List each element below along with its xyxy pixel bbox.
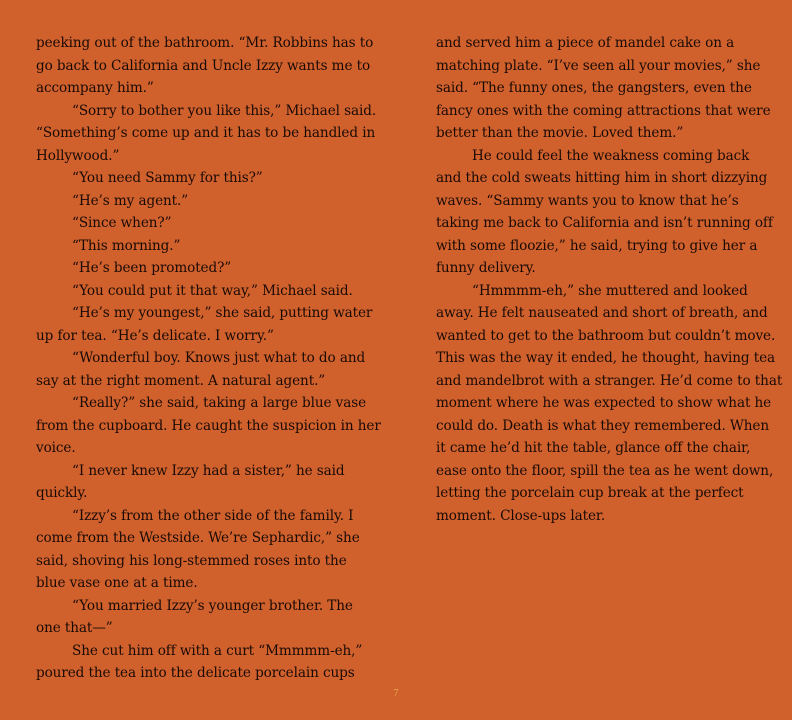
text-line: peeking out of the bathroom. “Mr. Robbins has to <box>36 35 374 51</box>
text-line: and served him a piece of mandel cake on a <box>436 35 735 51</box>
text-line: “Really?” she said, taking a large blue vase <box>72 395 367 411</box>
text-line: He could feel the weakness coming back <box>472 147 750 164</box>
text-line: “You could put it that way,” Michael said. <box>72 282 353 299</box>
text-line: away. He felt nauseated and short of breath, and <box>436 305 768 321</box>
text-line: “You married Izzy’s younger brother. The <box>72 597 353 614</box>
text-line: “This morning.” <box>72 237 181 254</box>
text-line: poured the tea into the delicate porcelain cups <box>36 665 355 681</box>
text-line: ease onto the floor, spill the tea as he went down, <box>436 462 774 479</box>
text-line: She cut him off with a curt “Mmmmm-eh,” <box>72 642 363 659</box>
text-line: accompany him.” <box>36 80 154 96</box>
text-line: quickly. <box>36 485 88 501</box>
text-line: could do. Death is what they remembered. When <box>436 417 770 434</box>
text-line: come from the Westside. We’re Sephardic,” she <box>36 530 360 546</box>
left-text-column <box>36 32 381 685</box>
text-line: waves. “Sammy wants you to know that he’s <box>436 192 739 209</box>
text-line: wanted to get to the bathroom but couldn’t move. <box>436 327 776 344</box>
text-line: voice. <box>36 440 76 456</box>
text-line: letting the porcelain cup break at the perfect <box>436 485 744 501</box>
text-line: “Sorry to bother you like this,” Michael said. <box>72 102 377 119</box>
text-line: funny delivery. <box>436 260 536 276</box>
text-line: say at the right moment. A natural agent.” <box>36 372 326 389</box>
text-line: “He’s my agent.” <box>72 192 189 209</box>
text-line: blue vase one at a time. <box>36 575 198 591</box>
text-line: up for tea. “He’s delicate. I worry.” <box>36 327 274 344</box>
text-line: “I never knew Izzy had a sister,” he said <box>72 462 345 479</box>
text-line: moment where he was expected to show what he <box>436 395 772 411</box>
text-line: “He’s been promoted?” <box>72 260 232 276</box>
text-line: fancy ones with the coming attractions that were <box>436 102 771 119</box>
text-line: matching plate. “I’ve seen all your movies,” she <box>436 57 761 74</box>
text-line: “Hmmmm-eh,” she muttered and looked <box>472 282 748 299</box>
text-line: “Izzy’s from the other side of the family. I <box>72 507 354 524</box>
text-line: and mandelbrot with a stranger. He’d come to that <box>436 372 783 389</box>
text-line: taking me back to California and isn’t running off <box>436 215 773 231</box>
text-line: “You need Sammy for this?” <box>72 170 263 186</box>
text-line: “Since when?” <box>72 215 172 231</box>
text-line: said. “The funny ones, the gangsters, even the <box>436 80 752 96</box>
text-line: This was the way it ended, he thought, having tea <box>436 350 776 366</box>
right-text-column <box>436 32 783 527</box>
text-line: said, shoving his long-stemmed roses into the <box>36 552 347 569</box>
text-line: moment. Close-ups later. <box>436 507 606 524</box>
text-line: better than the movie. Loved them.” <box>436 125 684 141</box>
text-line: from the cupboard. He caught the suspicion in her <box>36 417 381 434</box>
text-line: “Wonderful boy. Knows just what to do and <box>72 350 366 366</box>
text-line: with some floozie,” he said, trying to give her a <box>436 237 758 254</box>
text-line: and the cold sweats hitting him in short dizzying <box>436 170 768 186</box>
text-line: go back to California and Uncle Izzy wants me to <box>36 57 371 74</box>
text-line: “Something’s come up and it has to be handled in <box>36 125 376 141</box>
text-line: “He’s my youngest,” she said, putting water <box>72 305 373 321</box>
text-line: it came he’d hit the table, glance off the chair, <box>436 440 751 456</box>
text-line: Hollywood.” <box>36 147 120 164</box>
text-line: one that—” <box>36 620 113 636</box>
page-number: 7 <box>393 688 399 699</box>
